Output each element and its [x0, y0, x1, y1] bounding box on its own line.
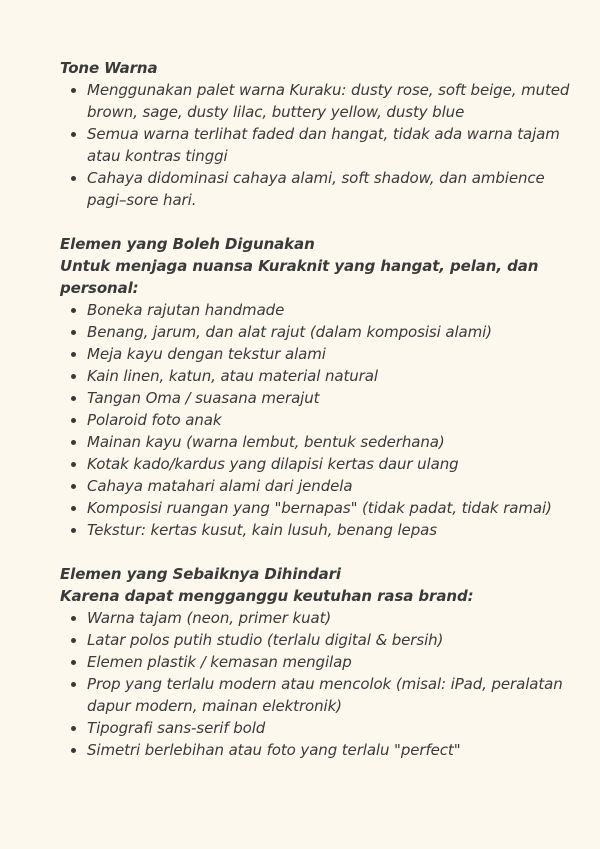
list-item: Tekstur: kertas kusut, kain lusuh, benang lepas — [60, 519, 570, 541]
bullet-list — [60, 79, 570, 211]
section-subheading: Karena dapat mengganggu keutuhan rasa brand: — [60, 587, 474, 605]
section-elemen-boleh — [60, 233, 570, 541]
list-item: Warna tajam (neon, primer kuat) — [60, 607, 570, 629]
section-heading: Tone Warna — [60, 59, 158, 77]
list-item: Menggunakan palet warna Kuraku: dusty rose, soft beige, muted brown, sage, dusty lilac, buttery yellow, dusty blue — [60, 79, 570, 123]
list-item: Mainan kayu (warna lembut, bentuk sederhana) — [60, 431, 570, 453]
list-item: Semua warna terlihat faded dan hangat, tidak ada warna tajam atau kontras tinggi — [60, 123, 570, 167]
list-item: Benang, jarum, dan alat rajut (dalam komposisi alami) — [60, 321, 570, 343]
list-item: Cahaya matahari alami dari jendela — [60, 475, 570, 497]
list-item: Polaroid foto anak — [60, 409, 570, 431]
list-item: Latar polos putih studio (terlalu digital & bersih) — [60, 629, 570, 651]
section-elemen-dihindari — [60, 563, 570, 761]
list-item: Tangan Oma / suasana merajut — [60, 387, 570, 409]
list-item: Komposisi ruangan yang "bernapas" (tidak padat, tidak ramai) — [60, 497, 570, 519]
section-heading: Elemen yang Boleh Digunakan — [60, 235, 315, 253]
bullet-list — [60, 299, 570, 541]
list-item: Simetri berlebihan atau foto yang terlalu "perfect" — [60, 739, 570, 761]
list-item: Tipografi sans-serif bold — [60, 717, 570, 739]
list-item: Cahaya didominasi cahaya alami, soft shadow, dan ambience pagi–sore hari. — [60, 167, 570, 211]
list-item: Prop yang terlalu modern atau mencolok (misal: iPad, peralatan dapur modern, mainan elektronik) — [60, 673, 570, 717]
section-subheading: Untuk menjaga nuansa Kuraknit yang hangat, pelan, dan personal: — [60, 257, 539, 297]
section-heading: Elemen yang Sebaiknya Dihindari — [60, 565, 341, 583]
list-item: Kotak kado/kardus yang dilapisi kertas daur ulang — [60, 453, 570, 475]
bullet-list — [60, 607, 570, 761]
section-tone-warna — [60, 57, 570, 211]
list-item: Meja kayu dengan tekstur alami — [60, 343, 570, 365]
list-item: Kain linen, katun, atau material natural — [60, 365, 570, 387]
document-page — [60, 57, 570, 761]
list-item: Boneka rajutan handmade — [60, 299, 570, 321]
list-item: Elemen plastik / kemasan mengilap — [60, 651, 570, 673]
